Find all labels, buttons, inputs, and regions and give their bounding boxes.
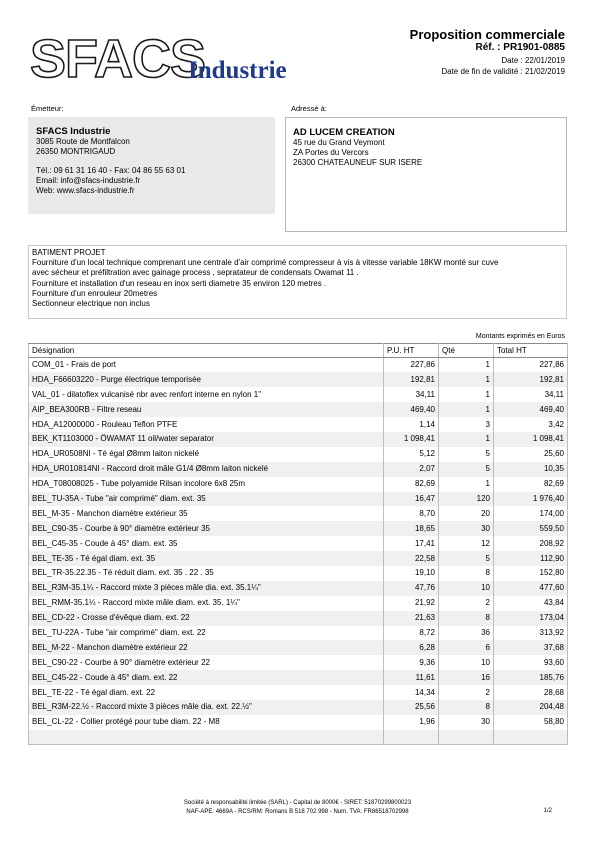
cell-unit-price: 192,81: [384, 372, 439, 387]
logo-graphic: [28, 28, 318, 88]
cell-designation: BEK_KT1103000 - ÖWAMAT 11 oil/water separator: [29, 432, 384, 447]
cell-quantity: 6: [439, 640, 494, 655]
cell-unit-price: 21,92: [384, 596, 439, 611]
document-title: Proposition commerciale: [409, 27, 565, 42]
cell-designation: AIP_BEA300RB - Filtre reseau: [29, 402, 384, 417]
cell-quantity: 120: [439, 492, 494, 507]
cell-quantity: 1: [439, 402, 494, 417]
cell-total: 43,84: [494, 596, 568, 611]
logo-brand: SFACS: [30, 29, 206, 88]
table-row: [29, 506, 568, 521]
cell-total: 28,68: [494, 685, 568, 700]
sender-city: 26350 MONTRIGAUD: [36, 147, 116, 156]
project-line: Fourniture d'un local technique comprenant une centrale d'air comprimé compresseur à vis à vitesse variable 18KW monté sur cuve: [32, 258, 499, 268]
table-row: [29, 700, 568, 715]
cell-quantity: 8: [439, 566, 494, 581]
column-header-designation: Désignation: [29, 344, 384, 358]
cell-designation: HDA_A12000000 - Rouleau Teflon PTFE: [29, 417, 384, 432]
cell-designation: BEL_TR-35.22.35 - Té réduit diam. ext. 35 . 22 . 35: [29, 566, 384, 581]
table-row: [29, 640, 568, 655]
cell-total: [494, 730, 568, 745]
sender-email[interactable]: Email: info@sfacs-industrie.fr: [36, 176, 141, 185]
table-row: [29, 447, 568, 462]
table-row: [29, 358, 568, 373]
project-line: Sectionneur electrique non inclus: [32, 299, 150, 309]
cell-quantity: 12: [439, 536, 494, 551]
table-row: [29, 581, 568, 596]
cell-total: 174,00: [494, 506, 568, 521]
table-row: [29, 566, 568, 581]
cell-quantity: 10: [439, 581, 494, 596]
cell-unit-price: 9,36: [384, 655, 439, 670]
cell-total: 192,81: [494, 372, 568, 387]
table-row: [29, 402, 568, 417]
cell-total: 3,42: [494, 417, 568, 432]
table-row: [29, 521, 568, 536]
project-line: Fourniture d'un enrouleur 20metres: [32, 288, 158, 298]
cell-unit-price: 25,56: [384, 700, 439, 715]
cell-total: 1 098,41: [494, 432, 568, 447]
recipient-address-line-3: 26300 CHATEAUNEUF SUR ISERE: [293, 158, 423, 167]
company-logo: [28, 28, 318, 88]
cell-unit-price: 1 098,41: [384, 432, 439, 447]
cell-designation: [29, 730, 384, 745]
cell-quantity: [439, 730, 494, 745]
cell-unit-price: 22,58: [384, 551, 439, 566]
legal-footer: [0, 799, 595, 816]
cell-designation: HDA_F66603220 - Purge électrique temporisée: [29, 372, 384, 387]
cell-unit-price: 469,40: [384, 402, 439, 417]
table-row: [29, 417, 568, 432]
cell-quantity: 1: [439, 387, 494, 402]
table-row: [29, 551, 568, 566]
cell-quantity: 5: [439, 462, 494, 477]
document-reference: Réf. : PR1901-0885: [475, 42, 565, 53]
cell-designation: BEL_RMM-35.1¼ - Raccord mixte mâle diam. ext. 35. 1¼": [29, 596, 384, 611]
cell-designation: BEL_R3M-35.1¼ - Raccord mixte 3 pièces mâle dia. ext. 35.1¼": [29, 581, 384, 596]
cell-unit-price: 6,28: [384, 640, 439, 655]
cell-designation: BEL_M-35 - Manchon diamètre extérieur 35: [29, 506, 384, 521]
footer-line-2: NAF-APE: 4669A - RCS/RM: Romans B 518 702 998 - Num. TVA: FR86518702998: [186, 808, 409, 815]
cell-designation: VAL_01 - dilatoflex vulcanisé nbr avec renfort interne en nylon 1": [29, 387, 384, 402]
cell-total: 227,86: [494, 358, 568, 373]
cell-designation: BEL_M-22 - Manchon diamètre extérieur 22: [29, 640, 384, 655]
cell-total: 173,04: [494, 611, 568, 626]
cell-designation: BEL_TU-22A - Tube "air comprimé" diam. ext. 22: [29, 626, 384, 641]
cell-unit-price: 21,63: [384, 611, 439, 626]
table-row: [29, 715, 568, 730]
sender-website[interactable]: Web: www.sfacs-industrie.fr: [36, 186, 135, 195]
cell-quantity: 8: [439, 700, 494, 715]
cell-unit-price: 227,86: [384, 358, 439, 373]
cell-designation: BEL_TE-35 - Té égal diam. ext. 35: [29, 551, 384, 566]
cell-total: 185,76: [494, 670, 568, 685]
recipient-name: AD LUCEM CREATION: [293, 127, 395, 138]
cell-total: 152,80: [494, 566, 568, 581]
cell-total: 313,92: [494, 626, 568, 641]
cell-total: 37,68: [494, 640, 568, 655]
cell-unit-price: 8,72: [384, 626, 439, 641]
sender-label: Émetteur:: [31, 104, 64, 113]
cell-designation: BEL_CL-22 - Collier protégé pour tube diam. 22 - M8: [29, 715, 384, 730]
cell-quantity: 1: [439, 477, 494, 492]
cell-designation: BEL_C90-35 - Courbe à 90° diamètre extérieur 35: [29, 521, 384, 536]
table-header-row: [29, 344, 568, 358]
page-number: 1/2: [543, 808, 552, 814]
table-row: [29, 730, 568, 745]
cell-total: 477,60: [494, 581, 568, 596]
table-row: [29, 387, 568, 402]
cell-quantity: 1: [439, 432, 494, 447]
cell-quantity: 30: [439, 715, 494, 730]
document-date: Date : 22/01/2019: [501, 56, 565, 65]
cell-designation: BEL_C90-22 - Courbe à 90° diamètre extérieur 22: [29, 655, 384, 670]
table-row: [29, 611, 568, 626]
cell-designation: BEL_CD-22 - Crosse d'évêque diam. ext. 22: [29, 611, 384, 626]
cell-total: 112,90: [494, 551, 568, 566]
cell-unit-price: 18,65: [384, 521, 439, 536]
cell-designation: BEL_R3M-22.½ - Raccord mixte 3 pièces mâle dia. ext. 22.½": [29, 700, 384, 715]
table-row: [29, 536, 568, 551]
cell-quantity: 3: [439, 417, 494, 432]
table-row: [29, 492, 568, 507]
sender-name: SFACS Industrie: [36, 126, 111, 137]
cell-quantity: 16: [439, 670, 494, 685]
cell-designation: BEL_TU-35A - Tube "air comprimé" diam. ext. 35: [29, 492, 384, 507]
cell-designation: HDA_UR010814NI - Raccord droit mâle G1/4 Ø8mm laiton nickelé: [29, 462, 384, 477]
project-description: [28, 245, 567, 319]
cell-unit-price: 11,61: [384, 670, 439, 685]
column-header-quantity: Qté: [439, 344, 494, 358]
cell-designation: BEL_C45-22 - Coude à 45° diam. ext. 22: [29, 670, 384, 685]
cell-quantity: 1: [439, 358, 494, 373]
cell-designation: HDA_T08008025 - Tube polyamide Rilsan incolore 6x8 25m: [29, 477, 384, 492]
cell-unit-price: 19,10: [384, 566, 439, 581]
cell-designation: BEL_C45-35 - Coude à 45° diam. ext. 35: [29, 536, 384, 551]
column-header-unit-price: P.U. HT: [384, 344, 439, 358]
sender-block: [28, 117, 275, 214]
table-row: [29, 372, 568, 387]
cell-unit-price: 34,11: [384, 387, 439, 402]
cell-total: 559,50: [494, 521, 568, 536]
cell-quantity: 1: [439, 372, 494, 387]
cell-quantity: 20: [439, 506, 494, 521]
cell-total: 58,80: [494, 715, 568, 730]
recipient-block: [285, 117, 567, 232]
cell-quantity: 36: [439, 626, 494, 641]
cell-unit-price: 8,70: [384, 506, 439, 521]
cell-quantity: 5: [439, 551, 494, 566]
cell-total: 82,69: [494, 477, 568, 492]
validity-date: Date de fin de validité : 21/02/2019: [441, 67, 565, 76]
cell-unit-price: 47,76: [384, 581, 439, 596]
cell-quantity: 5: [439, 447, 494, 462]
quote-lines-table: [28, 343, 568, 745]
cell-unit-price: 5,12: [384, 447, 439, 462]
recipient-label: Adressé à:: [291, 104, 327, 113]
table-row: [29, 655, 568, 670]
table-body: [29, 358, 568, 745]
cell-total: 25,60: [494, 447, 568, 462]
cell-designation: BEL_TE-22 - Té égal diam. ext. 22: [29, 685, 384, 700]
cell-total: 10,35: [494, 462, 568, 477]
cell-quantity: 8: [439, 611, 494, 626]
cell-designation: COM_01 - Frais de port: [29, 358, 384, 373]
table-row: [29, 432, 568, 447]
cell-quantity: 30: [439, 521, 494, 536]
recipient-address-line-2: ZA Portes du Vercors: [293, 148, 369, 157]
cell-total: 204,48: [494, 700, 568, 715]
sender-street: 3085 Route de Montfalcon: [36, 137, 130, 146]
cell-unit-price: 16,47: [384, 492, 439, 507]
cell-unit-price: 1,14: [384, 417, 439, 432]
cell-unit-price: [384, 730, 439, 745]
cell-total: 208,92: [494, 536, 568, 551]
sender-phone: Tél.: 09 61 31 16 40 - Fax: 04 86 55 63 01: [36, 166, 186, 175]
cell-unit-price: 1,96: [384, 715, 439, 730]
cell-total: 34,11: [494, 387, 568, 402]
table-row: [29, 596, 568, 611]
cell-quantity: 2: [439, 596, 494, 611]
cell-unit-price: 2,07: [384, 462, 439, 477]
project-line: BATIMENT PROJET: [32, 248, 106, 257]
cell-quantity: 2: [439, 685, 494, 700]
recipient-address-line-1: 45 rue du Grand Veymont: [293, 138, 385, 147]
logo-subtitle: Industrie: [188, 57, 287, 84]
cell-total: 469,40: [494, 402, 568, 417]
table-row: [29, 670, 568, 685]
cell-unit-price: 17,41: [384, 536, 439, 551]
table-row: [29, 626, 568, 641]
cell-designation: HDA_UR0508NI - Té égal Ø8mm laiton nickelé: [29, 447, 384, 462]
project-line: avec sécheur et préfiltration avec gainage process , sepratateur de condensats Owamat 11 .: [32, 268, 359, 278]
currency-note: Montants exprimés en Euros: [475, 333, 565, 340]
table-row: [29, 462, 568, 477]
table-row: [29, 477, 568, 492]
footer-line-1: Société à responsabilité limitée (SARL) - Capital de 8000€ - SIRET: 51870299800023: [183, 800, 412, 806]
project-line: Fourniture et installation d'un reseau en inox serti diametre 35 environ 120 metres .: [32, 278, 327, 288]
cell-total: 93,60: [494, 655, 568, 670]
cell-unit-price: 14,34: [384, 685, 439, 700]
cell-unit-price: 82,69: [384, 477, 439, 492]
cell-total: 1 976,40: [494, 492, 568, 507]
table-row: [29, 685, 568, 700]
column-header-total: Total HT: [494, 344, 568, 358]
cell-quantity: 10: [439, 655, 494, 670]
